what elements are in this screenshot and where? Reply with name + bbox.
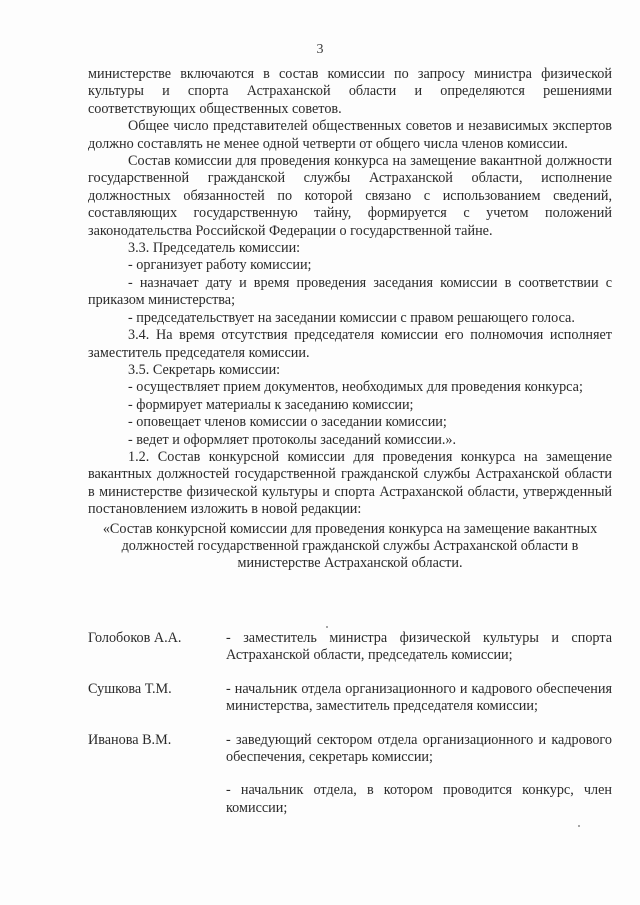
scan-speck bbox=[326, 626, 328, 628]
paragraph-continuation: министерстве включаются в состав комиссии по запросу министра физической культуры и спорта Астраханской области и определяются решениями соответствующих общественных советов. bbox=[88, 66, 612, 117]
member-role: - начальник отдела, в котором проводится конкурс, член комиссии; bbox=[226, 782, 612, 816]
clause-3-3: 3.3. Председатель комиссии: bbox=[128, 240, 301, 257]
secretary-duty-2: - формирует материалы к заседанию комиссии; bbox=[128, 396, 414, 413]
clause-3-5: 3.5. Секретарь комиссии: bbox=[128, 361, 281, 378]
member-role: - заведующий сектором отдела организационного и кадрового обеспечения, секретарь комиссии; bbox=[226, 731, 612, 766]
member-row bbox=[88, 732, 612, 767]
clause-1-2: 1.2. Состав конкурсной комиссии для проведения конкурса на замещение вакантных должностей государственной гражданской службы Астраханской области в министерстве физической культуры и спорта Астраханской области, утвержденный постановлением изложить в новой редакции: bbox=[88, 448, 612, 518]
member-name: Сушкова Т.М. bbox=[88, 680, 172, 697]
document-body bbox=[88, 66, 612, 572]
scan-speck bbox=[578, 825, 580, 827]
paragraph-secret-composition: Состав комиссии для проведения конкурса на замещение вакантной должности государственной гражданской службы Астраханской области, исполнение должностных обязанностей по которой связано с использованием сведений, составляющих государственную тайну, формируется с учетом положений законодательства Российской Федерации о государственной тайне. bbox=[88, 153, 612, 239]
member-row bbox=[88, 630, 612, 665]
member-role: - заместитель министра физической культуры и спорта Астраханской области, председатель комиссии; bbox=[226, 630, 612, 664]
chair-duty-3: - председательствует на заседании комиссии с правом решающего голоса. bbox=[128, 309, 575, 326]
secretary-duty-4: - ведет и оформляет протоколы заседаний комиссии.». bbox=[128, 431, 457, 448]
page-number: 3 bbox=[316, 42, 324, 57]
member-name: Иванова В.М. bbox=[88, 731, 172, 748]
secretary-duty-1: - осуществляет прием документов, необходимых для проведения конкурса; bbox=[128, 379, 583, 396]
composition-heading: «Состав конкурсной комиссии для проведения конкурса на замещение вакантных должностей государственной гражданской службы Астраханской области в министерстве Астраханской области. bbox=[102, 520, 598, 571]
chair-duty-2: - назначает дату и время проведения заседания комиссии в соответствии с приказом министерства; bbox=[88, 274, 612, 309]
member-name: Голобоков А.А. bbox=[88, 630, 182, 646]
secretary-duty-3: - оповещает членов комиссии о заседании комиссии; bbox=[128, 414, 447, 431]
member-row bbox=[88, 782, 612, 817]
chair-duty-1: - организует работу комиссии; bbox=[128, 257, 312, 274]
member-row bbox=[88, 681, 612, 716]
members-list bbox=[88, 630, 612, 833]
clause-3-4: 3.4. На время отсутствия председателя комиссии его полномочия исполняет заместитель председателя комиссии. bbox=[88, 327, 612, 361]
paragraph-representatives: Общее число представителей общественных советов и независимых экспертов должно составлять не менее одной четверти от общего числа членов комиссии. bbox=[88, 118, 612, 152]
member-role: - начальник отдела организационного и кадрового обеспечения министерства, заместитель председателя комиссии; bbox=[226, 680, 612, 715]
